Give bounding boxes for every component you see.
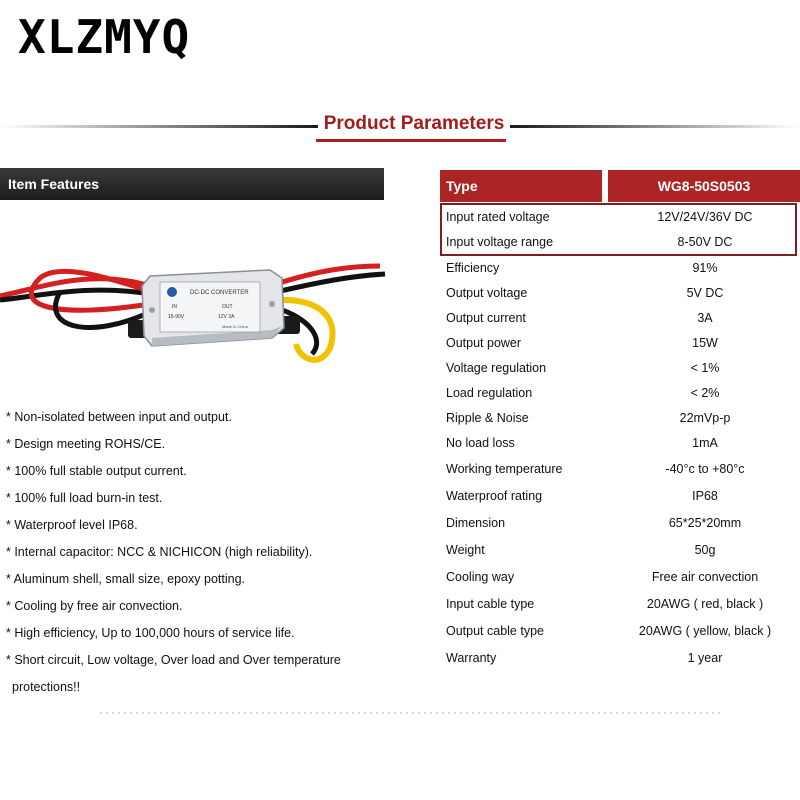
item-features-header: Item Features xyxy=(0,168,384,200)
spec-value: 15W xyxy=(692,335,718,350)
spec-value: IP68 xyxy=(692,488,718,503)
spec-value: -40°c to +80°c xyxy=(665,461,745,476)
section-title: Product Parameters xyxy=(323,113,505,134)
spec-label: Output cable type xyxy=(446,623,544,638)
spec-row xyxy=(444,536,798,563)
spec-value: 65*25*20mm xyxy=(668,515,742,530)
spec-label: Load regulation xyxy=(446,385,533,400)
spec-label: Output power xyxy=(446,335,522,350)
spec-value: 20AWG ( red, black ) xyxy=(646,596,764,611)
converter-label-input: IN xyxy=(172,304,177,310)
screw-left xyxy=(149,307,155,313)
spec-label: Input cable type xyxy=(446,596,535,611)
spec-value: 91% xyxy=(692,260,718,275)
spec-value: 5V DC xyxy=(686,285,724,300)
spec-label: Waterproof rating xyxy=(446,488,543,503)
spec-value: 50g xyxy=(694,542,716,557)
spec-label: Dimension xyxy=(446,515,506,530)
feature-item: * 100% full stable output current. xyxy=(6,464,187,478)
spec-label: Voltage regulation xyxy=(446,360,547,375)
spec-row xyxy=(444,255,798,280)
spec-type-value: WG8-50S0503 xyxy=(608,170,800,202)
feature-item: * Non-isolated between input and output. xyxy=(6,410,232,424)
feature-item: * High efficiency, Up to 100,000 hours of service life. xyxy=(6,626,295,640)
spec-row xyxy=(444,482,798,509)
spec-row xyxy=(444,617,798,644)
feature-item: * Design meeting ROHS/CE. xyxy=(6,437,166,451)
converter-label-output-rating: 12V 3A xyxy=(218,314,235,320)
feature-item: * Internal capacitor: NCC & NICHICON (high reliability). xyxy=(6,545,313,559)
spec-label: No load loss xyxy=(446,435,515,450)
spec-label: Output voltage xyxy=(446,285,528,300)
converter-label-origin: Made in China xyxy=(222,324,248,329)
spec-row xyxy=(444,355,798,380)
converter-label-input-range: 15-90V xyxy=(168,314,185,320)
spec-value: 8-50V DC xyxy=(677,235,733,249)
spec-value: 1mA xyxy=(692,435,718,450)
spec-label: Efficiency xyxy=(446,260,500,275)
spec-value: 1 year xyxy=(687,650,723,665)
spec-row xyxy=(444,280,798,305)
feature-item: * 100% full load burn-in test. xyxy=(6,491,163,505)
spec-row xyxy=(444,380,798,405)
spec-table xyxy=(444,204,798,671)
spec-label: Warranty xyxy=(446,650,497,665)
spec-type-label: Type xyxy=(440,170,602,202)
brand-logo-text: XLZMYQ xyxy=(18,10,191,64)
spec-row xyxy=(444,405,798,430)
feature-item: * Cooling by free air convection. xyxy=(6,599,183,613)
spec-value: < 2% xyxy=(690,385,720,400)
spec-value: < 1% xyxy=(690,360,720,375)
spec-label: Input voltage range xyxy=(446,235,554,249)
spec-value: Free air convection xyxy=(651,569,759,584)
spec-row xyxy=(444,204,798,229)
spec-row xyxy=(444,330,798,355)
screw-right xyxy=(269,301,275,307)
spec-label: Weight xyxy=(446,542,485,557)
spec-row xyxy=(444,590,798,617)
feature-item: * Waterproof level IP68. xyxy=(6,518,138,532)
product-photo xyxy=(0,248,390,378)
spec-row xyxy=(444,644,798,671)
brand-mark-icon xyxy=(167,287,177,297)
spec-row xyxy=(444,430,798,455)
spec-row xyxy=(444,305,798,330)
spec-value: 12V/24V/36V DC xyxy=(657,209,753,224)
spec-row xyxy=(444,563,798,590)
spec-row xyxy=(444,229,798,255)
spec-row xyxy=(444,455,798,482)
converter-label-output: OUT xyxy=(222,304,233,310)
spec-row xyxy=(444,509,798,536)
feature-item-continued: protections!! xyxy=(12,680,81,694)
spec-value: 22mVp-p xyxy=(679,410,731,425)
spec-value: 20AWG ( yellow, black ) xyxy=(638,623,772,638)
spec-label: Ripple & Noise xyxy=(446,410,529,425)
feature-item: * Short circuit, Low voltage, Over load and Over temperature xyxy=(6,653,341,667)
spec-label: Output current xyxy=(446,310,526,325)
feature-item: * Aluminum shell, small size, epoxy potting. xyxy=(6,572,245,586)
spec-label: Input rated voltage xyxy=(446,209,550,224)
spec-label: Working temperature xyxy=(446,461,563,476)
dotted-divider xyxy=(100,712,720,714)
converter-label-title: DC-DC CONVERTER xyxy=(190,290,249,296)
section-title-underline xyxy=(316,139,506,142)
features-list xyxy=(6,404,386,701)
spec-value: 3A xyxy=(697,310,713,325)
spec-label: Cooling way xyxy=(446,569,515,584)
